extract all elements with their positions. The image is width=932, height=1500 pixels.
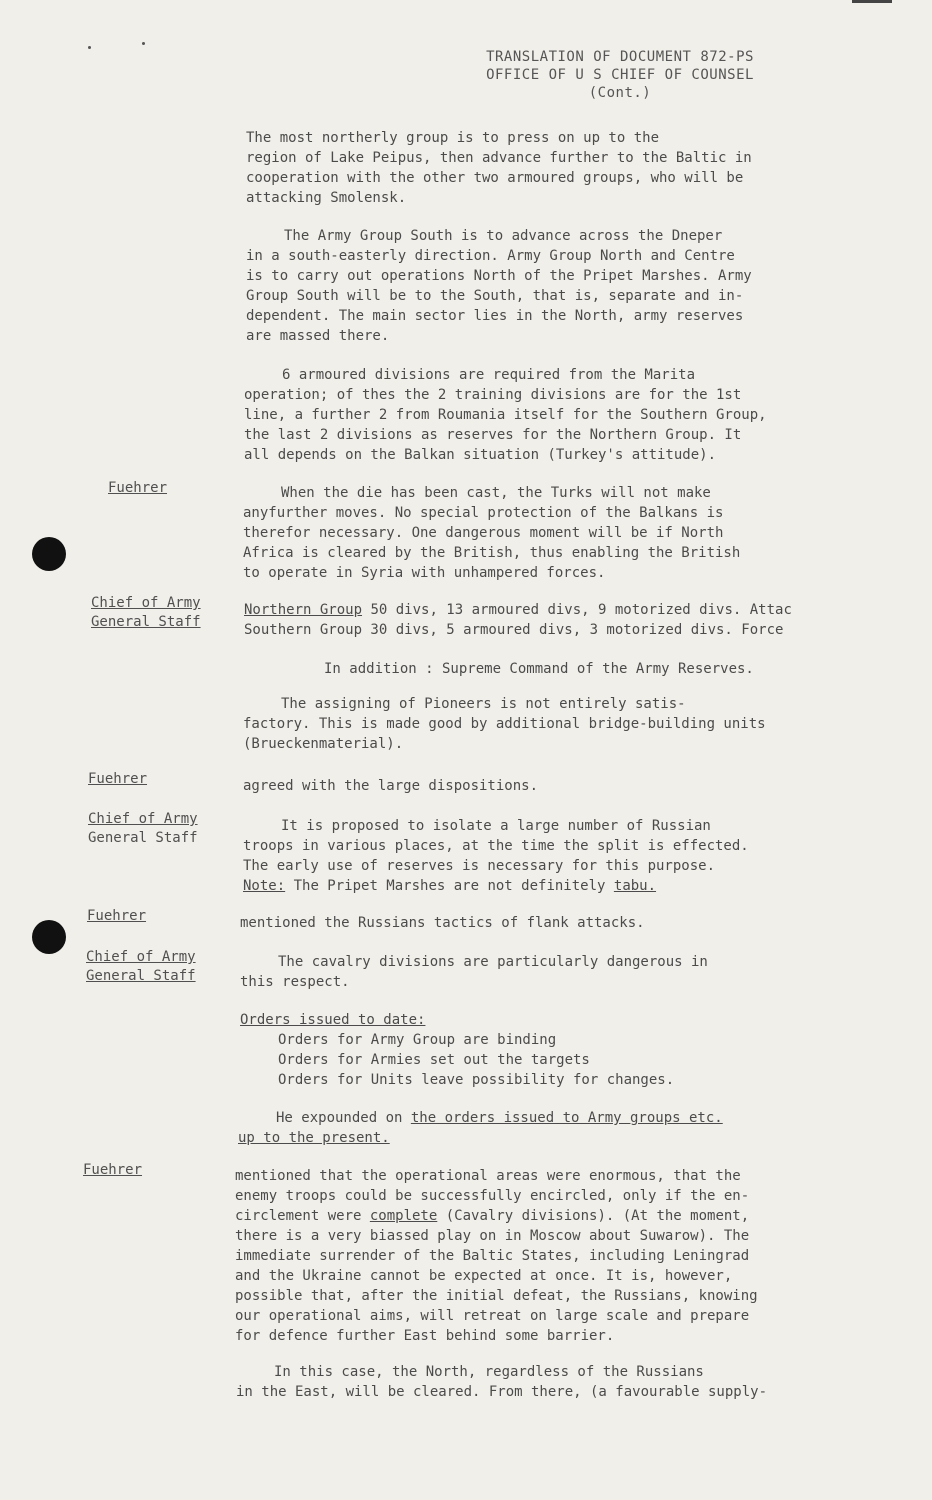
text-line: dependent. The main sector lies in the North, army reserves (246, 308, 744, 324)
header-office: OFFICE OF U S CHIEF OF COUNSEL (486, 67, 754, 83)
text-span: the orders issued to Army groups etc. (410, 1110, 723, 1126)
text-line (244, 600, 792, 620)
speaker-label-chief-of-staff (88, 810, 198, 848)
text-line: 6 armoured divisions are required from the Marita (282, 367, 696, 383)
paragraph-isolate-troops (243, 816, 749, 896)
paragraph-army-group-south (246, 226, 752, 346)
punch-hole-bottom (32, 920, 66, 954)
text-line: It is proposed to isolate a large number of Russian (281, 818, 711, 834)
speaker-label-chief-of-staff (86, 948, 196, 986)
label-line: Chief of Army (91, 595, 201, 611)
text-line: are massed there. (246, 328, 390, 344)
paper-speck (88, 46, 91, 49)
text-line: our operational aims, will retreat on large scale and prepare (235, 1308, 750, 1324)
text-line (235, 1206, 758, 1226)
text-line: anyfurther moves. No special protection of the Balkans is (243, 505, 724, 521)
note-label: Note: (243, 878, 286, 894)
orders-heading: Orders issued to date: (240, 1012, 426, 1028)
paper-speck (142, 42, 145, 45)
paragraph-in-addition: In addition : Supreme Command of the Army Reserves. (324, 661, 754, 677)
text-line: The early use of reserves is necessary for this purpose. (243, 858, 716, 874)
speaker-label-fuehrer: Fuehrer (87, 908, 147, 924)
northern-group-text: 50 divs, 13 armoured divs, 9 motorized divs. Attac (362, 602, 792, 618)
paragraph-cavalry (240, 952, 708, 992)
text-line: this respect. (240, 974, 350, 990)
label-line: Chief of Army (88, 811, 198, 827)
paragraph-operational-areas (235, 1166, 758, 1346)
text-line: in the East, will be cleared. From there, (a favourable supply- (236, 1384, 768, 1400)
text-line: region of Lake Peipus, then advance further to the Baltic in (246, 150, 752, 166)
header-title: TRANSLATION OF DOCUMENT 872-PS (486, 49, 754, 65)
label-line: Chief of Army (86, 949, 196, 965)
text-line: Orders for Units leave possibility for changes. (278, 1072, 675, 1088)
paragraph-armoured-divisions (244, 365, 767, 465)
label-line: General Staff (86, 968, 196, 984)
text-line: immediate surrender of the Baltic States, including Leningrad (235, 1248, 750, 1264)
text-line: is to carry out operations North of the Pripet Marshes. Army (246, 268, 752, 284)
note-line (243, 876, 749, 896)
text-line: cooperation with the other two armoured groups, who will be (246, 170, 744, 186)
label-line: General Staff (91, 614, 201, 630)
paragraph-pioneers (243, 694, 766, 754)
speaker-label-fuehrer: Fuehrer (83, 1162, 143, 1178)
document-header (440, 48, 800, 102)
speaker-label-fuehrer: Fuehrer (108, 480, 168, 496)
text-line: possible that, after the initial defeat, the Russians, knowing (235, 1288, 758, 1304)
text-line: all depends on the Balkan situation (Turkey's attitude). (244, 447, 717, 463)
text-line: attacking Smolensk. (246, 190, 407, 206)
text-line: up to the present. (238, 1130, 390, 1146)
text-line: In this case, the North, regardless of the Russians (274, 1364, 704, 1380)
text-line: therefor necessary. One dangerous moment will be if North (243, 525, 724, 541)
text-line: The cavalry divisions are particularly dangerous in (278, 954, 708, 970)
text-span: (Cavalry divisions). (At the moment, (437, 1208, 750, 1224)
text-line: Southern Group 30 divs, 5 armoured divs, 3 motorized divs. Force (244, 622, 784, 638)
paragraph-agreed: agreed with the large dispositions. (243, 778, 539, 794)
text-line: Africa is cleared by the British, thus enabling the British (243, 545, 741, 561)
text-line: The assigning of Pioneers is not entirely satis- (281, 696, 686, 712)
text-span: complete (369, 1208, 438, 1224)
text-line: factory. This is made good by additional bridge-building units (243, 716, 766, 732)
note-text: The Pripet Marshes are not definitely (285, 878, 614, 894)
header-cont: (Cont.) (588, 85, 652, 101)
text-line: When the die has been cast, the Turks will not make (281, 485, 711, 501)
paragraph-orders-issued (240, 1010, 674, 1090)
text-line: in a south-easterly direction. Army Group North and Centre (246, 248, 735, 264)
text-line: Group South will be to the South, that is, separate and in- (246, 288, 744, 304)
speaker-label-fuehrer: Fuehrer (88, 771, 148, 787)
northern-group-label: Northern Group (244, 602, 363, 618)
text-line (238, 1108, 723, 1128)
paragraph-expounded (238, 1108, 723, 1148)
text-line: Orders for Army Group are binding (278, 1032, 557, 1048)
text-line: mentioned that the operational areas were enormous, that the (235, 1168, 741, 1184)
text-span: He expounded on (276, 1110, 411, 1126)
text-line: The most northerly group is to press on up to the (246, 130, 660, 146)
paragraph-flank-attacks: mentioned the Russians tactics of flank attacks. (240, 915, 645, 931)
top-edge-mark (852, 0, 892, 3)
paragraph-group-divisions (244, 600, 792, 640)
text-span: circlement were (235, 1208, 370, 1224)
text-line: enemy troops could be successfully encircled, only if the en- (235, 1188, 750, 1204)
text-line: troops in various places, at the time the split is effected. (243, 838, 749, 854)
punch-hole-top (32, 537, 66, 571)
speaker-label-chief-of-staff (91, 594, 201, 632)
text-line: to operate in Syria with unhampered forces. (243, 565, 606, 581)
paragraph-northerly-group (246, 128, 752, 208)
text-line: (Brueckenmaterial). (243, 736, 404, 752)
label-line: General Staff (88, 830, 198, 846)
text-line: operation; of thes the 2 training divisions are for the 1st (244, 387, 742, 403)
text-line: there is a very biassed play on in Moscow about Suwarow). The (235, 1228, 750, 1244)
text-line: line, a further 2 from Roumania itself for the Southern Group, (244, 407, 767, 423)
text-line: for defence further East behind some barrier. (235, 1328, 615, 1344)
paragraph-north-cleared (236, 1362, 767, 1402)
note-tabu: tabu. (613, 878, 657, 894)
text-line: The Army Group South is to advance across the Dneper (284, 228, 723, 244)
text-line: the last 2 divisions as reserves for the Northern Group. It (244, 427, 742, 443)
text-line: Orders for Armies set out the targets (278, 1052, 590, 1068)
paragraph-die-cast (243, 483, 740, 583)
text-line: and the Ukraine cannot be expected at once. It is, however, (235, 1268, 733, 1284)
